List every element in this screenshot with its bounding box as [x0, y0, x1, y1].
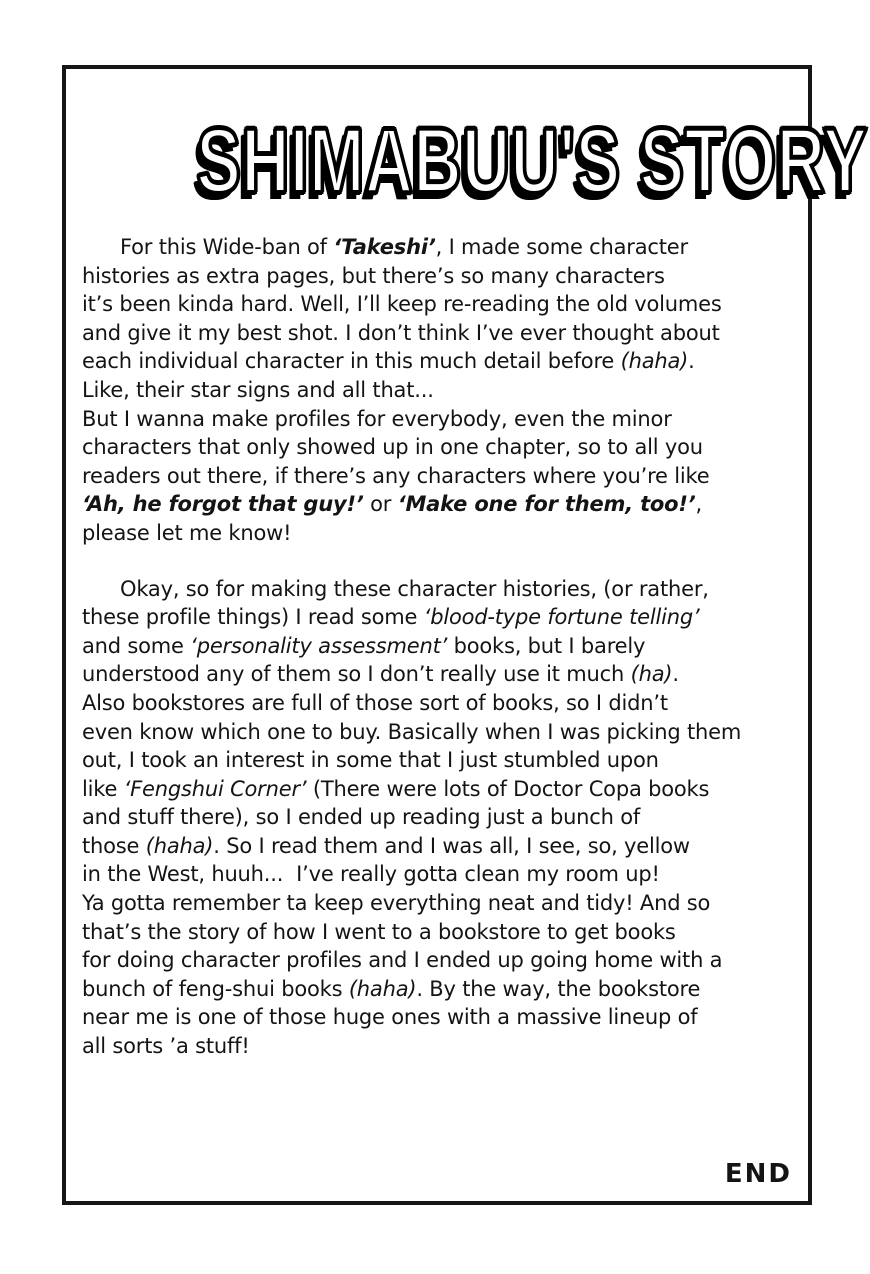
text-line	[82, 632, 792, 661]
text-segment: ‘blood-type fortune telling’	[423, 605, 700, 630]
text-line	[82, 376, 792, 405]
text-line	[82, 746, 792, 775]
text-line	[82, 1003, 792, 1032]
text-segment: ‘Fengshui Corner’	[123, 776, 307, 801]
page-title: SHIMABUU'S STORY	[196, 110, 868, 212]
text-segment: histories as extra pages, but there’s so many characters	[82, 263, 665, 288]
text-line	[82, 519, 792, 548]
text-segment: in the West, huuh... I’ve really gotta clean my room up!	[82, 862, 660, 887]
text-line	[82, 319, 792, 348]
text-segment: Also bookstores are full of those sort of books, so I didn’t	[82, 690, 668, 715]
text-line	[82, 775, 792, 804]
paragraph	[82, 575, 792, 1061]
text-line	[82, 262, 792, 291]
text-segment: for doing character profiles and I ended up going home with a	[82, 948, 723, 973]
text-segment: understood any of them so I don’t really use it much	[82, 662, 631, 687]
text-segment: it’s been kinda hard. Well, I’ll keep re-reading the old volumes	[82, 292, 722, 317]
text-segment: But I wanna make profiles for everybody, even the minor	[82, 406, 672, 431]
text-segment: (haha)	[145, 833, 214, 858]
text-segment: (ha)	[630, 662, 673, 687]
text-segment: ‘Ah, he forgot that guy!’	[82, 492, 364, 517]
text-segment: or	[363, 492, 398, 517]
text-segment: those	[82, 833, 146, 858]
text-line	[82, 347, 792, 376]
text-line	[82, 1032, 792, 1061]
text-segment: bunch of feng-shui books	[82, 976, 349, 1001]
page-frame	[62, 65, 868, 1205]
text-line	[82, 603, 792, 632]
text-segment: readers out there, if there’s any characters where you’re like	[82, 463, 710, 488]
text-segment: even know which one to buy. Basically when I was picking them	[82, 719, 742, 744]
text-segment: and stuff there), so I ended up reading just a bunch of	[82, 805, 641, 830]
text-line	[82, 803, 792, 832]
text-segment: out, I took an interest in some that I just stumbled upon	[82, 748, 659, 773]
text-segment: For this Wide-ban of	[120, 235, 334, 259]
text-line	[82, 860, 792, 889]
text-line	[82, 462, 792, 491]
text-line	[82, 490, 792, 519]
paragraph	[82, 233, 792, 548]
text-segment: each individual character in this much detail before	[82, 349, 621, 374]
text-segment: ‘personality assessment’	[190, 633, 448, 658]
text-line	[82, 832, 792, 861]
text-segment: characters that only showed up in one chapter, so to all you	[82, 435, 703, 460]
text-line	[82, 660, 792, 689]
text-line	[82, 946, 792, 975]
text-segment: (There were lots of Doctor Copa books	[306, 776, 710, 801]
text-segment: (haha)	[620, 349, 689, 374]
text-segment: near me is one of those huge ones with a massive lineup of	[82, 1005, 698, 1030]
text-segment: books, but I barely	[447, 633, 646, 658]
text-segment: Okay, so for making these character histories, (or rather,	[120, 576, 709, 601]
title-wrap	[66, 110, 868, 212]
text-segment: Like, their star signs and all that...	[82, 377, 434, 402]
text-segment: .	[672, 662, 679, 687]
text-line	[82, 433, 792, 462]
text-segment: please let me know!	[82, 520, 292, 545]
text-segment: Ya gotta remember ta keep everything neat and tidy! And so	[82, 891, 711, 916]
text-segment: ,	[695, 492, 703, 517]
end-label: END	[724, 1159, 792, 1189]
text-segment: . So I read them and I was all, I see, so, yellow	[213, 833, 690, 858]
text-segment: like	[82, 776, 124, 801]
story-text	[82, 233, 792, 1061]
text-line	[82, 405, 792, 434]
text-line	[82, 689, 792, 718]
text-segment: ‘Make one for them, too!’	[397, 492, 696, 517]
text-segment: , I made some character	[435, 235, 688, 259]
text-line	[82, 233, 792, 262]
text-segment: that’s the story of how I went to a bookstore to get books	[82, 919, 676, 944]
text-segment: ‘Takeshi’	[333, 235, 436, 259]
text-segment: and give it my best shot. I don’t think I’ve ever thought about	[82, 320, 720, 345]
text-segment: . By the way, the bookstore	[416, 976, 701, 1001]
text-line	[82, 290, 792, 319]
text-segment: .	[688, 349, 695, 374]
text-segment: all sorts ’a stuff!	[82, 1034, 250, 1059]
text-line	[82, 575, 792, 604]
text-line	[82, 718, 792, 747]
text-line	[82, 975, 792, 1004]
text-segment: and some	[82, 633, 191, 658]
text-segment: these profile things) I read some	[82, 605, 424, 630]
text-line	[82, 889, 792, 918]
text-line	[82, 918, 792, 947]
text-segment: (haha)	[348, 976, 417, 1001]
